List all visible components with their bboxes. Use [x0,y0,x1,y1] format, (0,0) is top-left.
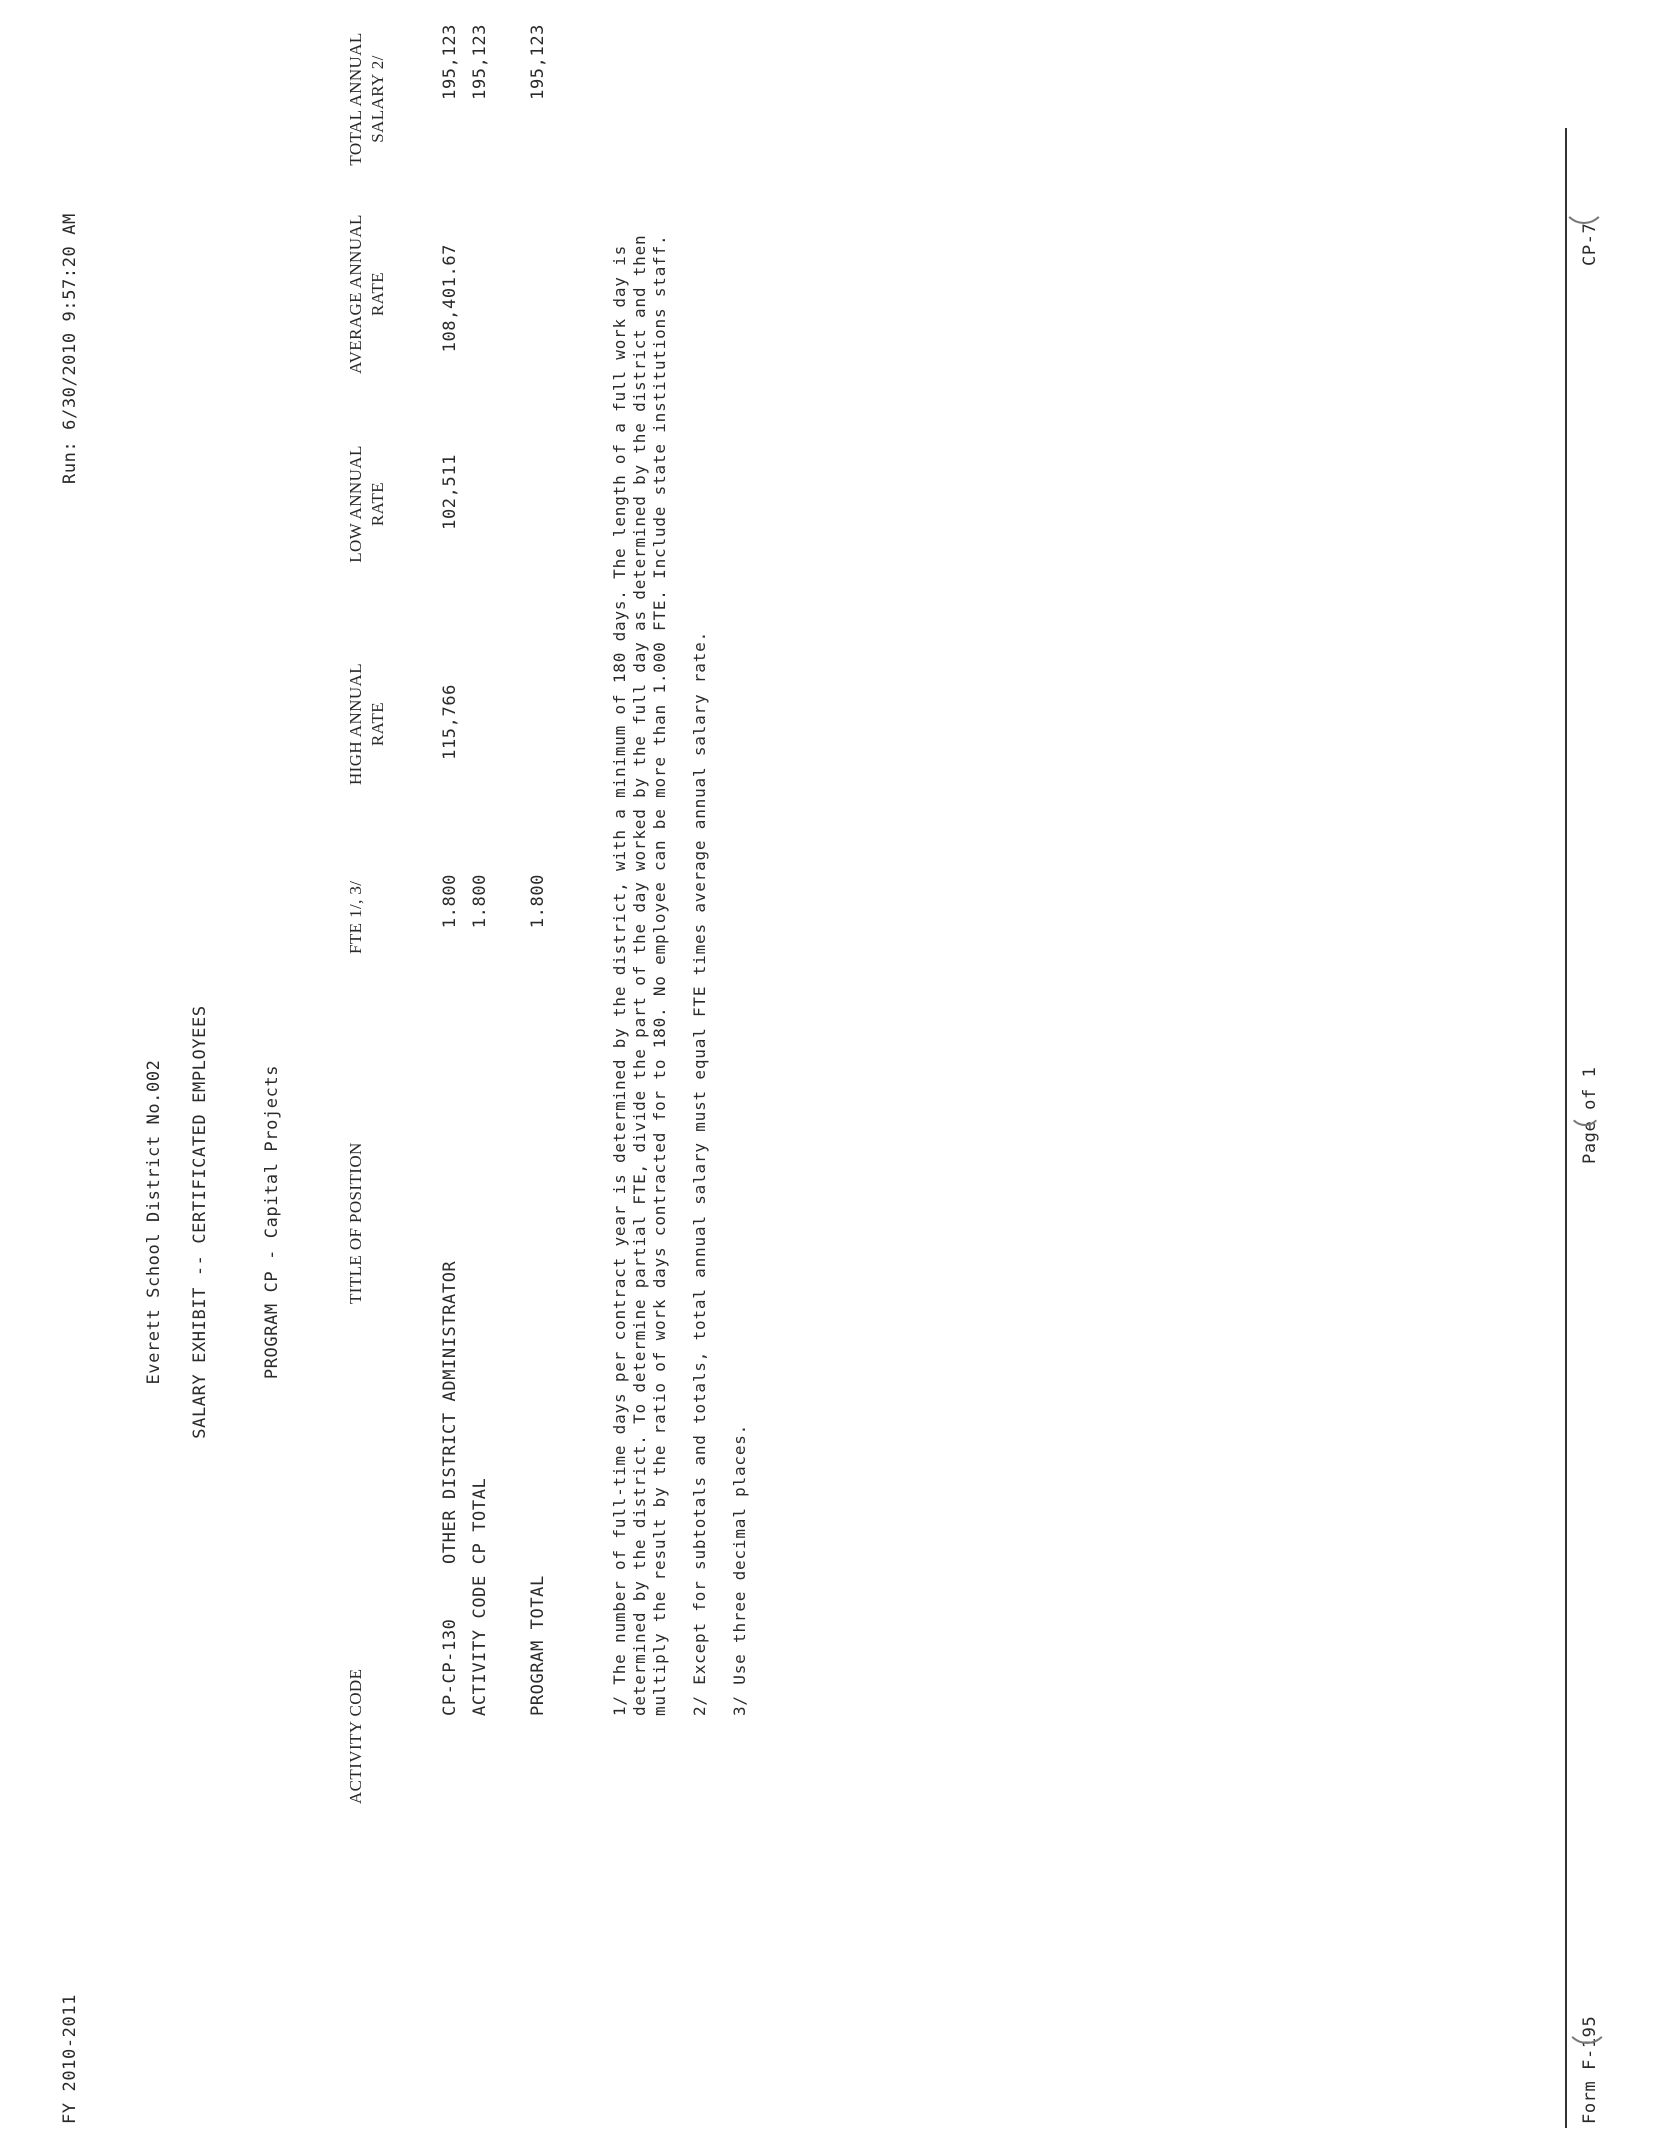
form-number: Form F-195 [1580,2015,1600,2124]
col-header-avg-line1: AVERAGE ANNUAL [346,214,365,374]
col-header-fte: FTE 1/, 3/ [346,880,365,954]
cell-fte: 1.800 [440,874,460,929]
program-total-label: PROGRAM TOTAL [528,1575,548,1716]
fiscal-year: FY 2010-2011 [60,1993,80,2124]
col-header-low-line2: RATE [368,481,387,527]
cell-total-salary: 195,123 [440,24,460,100]
col-header-avg-line2: RATE [368,271,387,317]
col-header-total-line1: TOTAL ANNUAL [346,32,365,166]
footer-rule [1565,128,1567,2128]
col-header-low-rate [345,439,389,569]
program-title: PROGRAM CP - Capital Projects [262,1064,282,1380]
col-header-total-salary [345,29,389,169]
footnote-1-line-3: multiply the result by the ratio of work days contracted for to 180. No employee can be more than 1.000 FTE. Include state institutions staff. [650,234,669,1716]
col-header-title-of-position: TITLE OF POSITION [346,1142,365,1304]
activity-total-fte: 1.800 [470,874,490,929]
cell-high-rate: 115,766 [440,684,460,760]
page-curl-mark [1565,2000,1609,2044]
footnote-1-line-1: 1/ The number of full-time days per contract year is determined by the district, with a minimum of 180 days. The length of a full work day is [610,244,629,1716]
col-header-average-rate [345,214,389,374]
footnote-1-line-2: determined by the district. To determine partial FTE, divide the part of the day worked by the full day as determined by the district and then [630,234,649,1716]
footnote-3: 3/ Use three decimal places. [730,1423,749,1716]
program-total-salary: 195,123 [528,24,548,100]
run-timestamp: Run: 6/30/2010 9:57:20 AM [60,213,80,484]
col-header-low-line1: LOW ANNUAL [346,445,365,563]
col-header-total-line2: SALARY 2/ [368,55,387,143]
col-header-high-rate [345,659,389,789]
page-number: Page of 1 [1580,1066,1600,1164]
program-total-fte: 1.800 [528,874,548,929]
footnote-2: 2/ Except for subtotals and totals, total annual salary must equal FTE times average annual salary rate. [690,630,709,1716]
cell-low-rate: 102,511 [440,454,460,530]
cell-average-rate: 108,401.67 [440,244,460,353]
cell-title: OTHER DISTRICT ADMINISTRATOR [440,1260,460,1564]
page-code: CP-7 [1580,222,1600,266]
exhibit-title: SALARY EXHIBIT -- CERTIFICATED EMPLOYEES [190,1005,210,1439]
page-curl-mark-2 [1568,1092,1602,1126]
activity-total-salary: 195,123 [470,24,490,100]
district-name: Everett School District No.002 [144,1059,164,1385]
cell-activity-code: CP-CP-130 [440,1618,460,1716]
activity-total-label: ACTIVITY CODE CP TOTAL [470,1477,490,1716]
col-header-high-line1: HIGH ANNUAL [346,663,365,785]
col-header-high-line2: RATE [368,701,387,747]
col-header-activity-code: ACTIVITY CODE [346,1668,365,1804]
page-curl-mark-3 [1562,180,1606,224]
